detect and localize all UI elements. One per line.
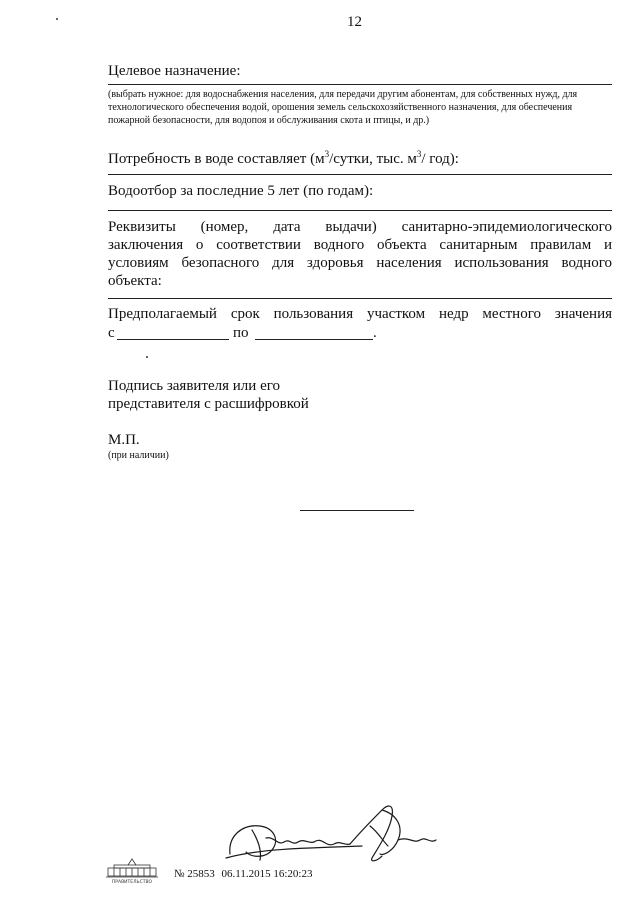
purpose-note: (выбрать нужное: для водоснабжения населения, для передачи другим абонентам, для собственных нужд, для технологического обеспечения водой, орошения земель сельскохозяйственного назначения, для обеспечения пожарной безопасности, для водопоя и обслуживания скота и птицы, и др.) xyxy=(108,89,578,126)
term-from-blank xyxy=(117,339,229,340)
water-need-line xyxy=(108,174,612,175)
term-to: по xyxy=(233,325,249,341)
separator-line xyxy=(300,510,414,511)
stamp-label: М.П. xyxy=(108,432,140,448)
scan-speck xyxy=(146,356,148,358)
requisites-line1: Реквизиты (номер, дата выдачи) санитарно-эпидемиологического xyxy=(108,219,612,235)
withdrawal-label: Водоотбор за последние 5 лет (по годам): xyxy=(108,183,374,199)
requisites-line xyxy=(108,298,612,299)
scan-speck xyxy=(56,18,58,20)
signature-label-line2: представителя с расшифровкой xyxy=(108,396,309,412)
requisites-line2: заключения о соответствии водного объекта санитарным правилам и xyxy=(108,237,612,253)
handwritten-signature xyxy=(222,796,452,876)
page-number: 12 xyxy=(347,14,362,30)
doc-number: № 25853 xyxy=(174,868,215,880)
stamp-note: (при наличии) xyxy=(108,450,169,461)
requisites-line3: условиям безопасного для здоровья населения использования водного xyxy=(108,255,612,271)
logo-text: ПРАВИТЕЛЬСТВО xyxy=(111,880,153,884)
signature-label-line1: Подпись заявителя или его xyxy=(108,378,281,394)
purpose-label: Целевое назначение: xyxy=(108,63,241,79)
purpose-line xyxy=(108,84,612,85)
withdrawal-line xyxy=(108,210,612,211)
term-from: с xyxy=(108,325,115,341)
term-to-blank xyxy=(255,339,373,340)
water-need-label: Потребность в воде составляет ($м^3$/сутки, тыс. $м^3/$ год): xyxy=(108,149,459,167)
footer-stamp xyxy=(174,868,312,880)
government-logo-icon xyxy=(104,858,160,884)
doc-datetime: 06.11.2015 16:20:23 xyxy=(221,868,313,880)
term-end: . xyxy=(373,325,377,341)
requisites-line4: объекта: xyxy=(108,273,162,289)
term-line1: Предполагаемый срок пользования участком недр местного значения xyxy=(108,306,612,322)
